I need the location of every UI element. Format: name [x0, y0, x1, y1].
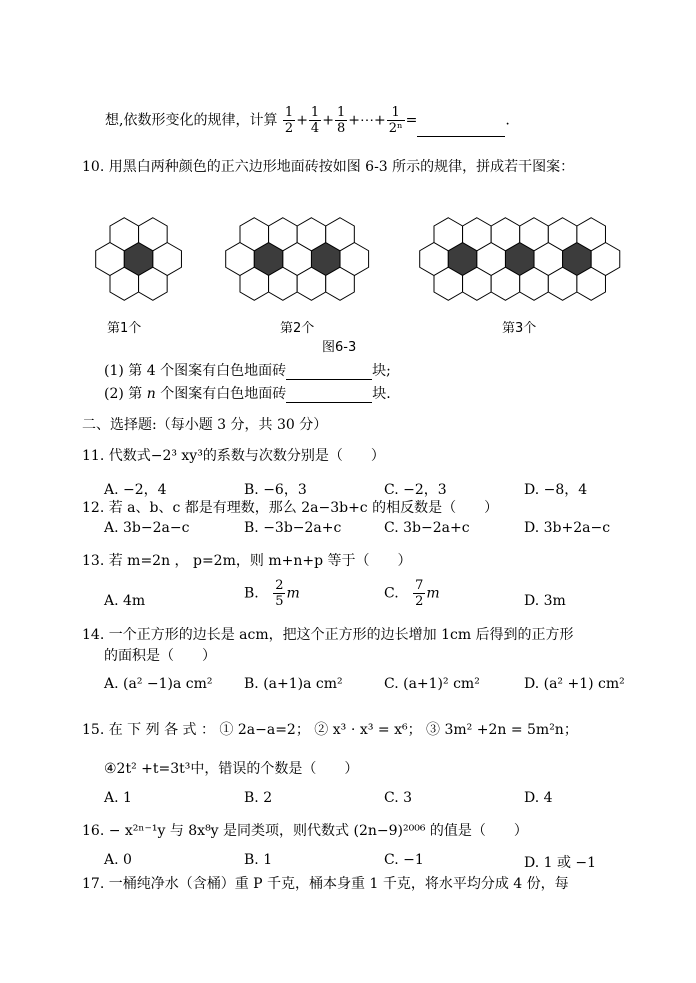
plus-sign: +	[296, 112, 308, 129]
q11-stem: 11. 代数式−2³ xy³的系数与次数分别是（ ）	[82, 448, 385, 464]
q12-option-c[interactable]: C. 3b−2a+c	[384, 520, 470, 536]
q15-option-c[interactable]: C. 3	[384, 790, 413, 806]
q15-option-a[interactable]: A. 1	[104, 790, 132, 806]
fraction-1-8: $\frac{1}{8}$	[336, 105, 346, 136]
q10-sub2	[104, 383, 391, 403]
q16-stem: 16. − x²ⁿ⁻¹y 与 8x⁸y 是同类项，则代数式 (2n−9)²⁰⁰⁶ 的值是（ ）	[82, 823, 528, 839]
q10-sub2-end: 块.	[372, 386, 391, 402]
fraction-1-4: $\frac{1}{4}$	[310, 105, 320, 136]
q16-option-b[interactable]: B. 1	[244, 852, 273, 868]
caption-2: 第2个	[280, 321, 315, 336]
q14-line-1: 14. 一个正方形的边长是 acm，把这个正方形的边长增加 1cm 后得到的正方形	[82, 627, 574, 643]
equals-sign: =	[405, 112, 418, 129]
q9-tail-line	[105, 105, 510, 137]
q13-stem: 13. 若 m=2n ， p=2m，则 m+n+p 等于（ ）	[82, 553, 412, 569]
q10-sub1-text: (1) 第 4 个图案有白色地面砖	[104, 363, 287, 379]
q12-option-a[interactable]: A. 3b−2a−c	[104, 520, 190, 536]
q11-option-b[interactable]: B. −6，3	[244, 482, 307, 498]
sub2-blank[interactable]	[286, 386, 372, 403]
q12-option-d[interactable]: D. 3b+2a−c	[524, 520, 611, 536]
ellipsis: +⋯+	[348, 112, 386, 129]
q14-option-c[interactable]: C. (a+1)² cm²	[384, 676, 480, 692]
q11-option-d[interactable]: D. −8，4	[524, 482, 588, 498]
q13-option-b-label: B.	[244, 585, 259, 602]
q11-option-c[interactable]: C. −2，3	[384, 482, 447, 498]
q11-option-a[interactable]: A. −2，4	[104, 482, 167, 498]
q16-option-a[interactable]: A. 0	[104, 852, 132, 868]
q14-option-d[interactable]: D. (a² +1) cm²	[524, 676, 625, 692]
plus-sign: +	[322, 112, 334, 129]
q13-option-a[interactable]: A. 4m	[104, 593, 146, 609]
q13-option-b[interactable]	[244, 578, 300, 609]
q13-option-b-var: m	[286, 585, 300, 602]
q10-sub2-b: 个图案有白色地面砖	[160, 386, 287, 402]
sub1-blank[interactable]	[286, 363, 372, 380]
q15-option-d[interactable]: D. 4	[524, 790, 553, 806]
q12-option-b[interactable]: B. −3b−2a+c	[244, 520, 342, 536]
q15-option-b[interactable]: B. 2	[244, 790, 273, 806]
q10-stem: 10. 用黑白两种颜色的正六边形地面砖按如图 6-3 所示的规律，拼成若干图案：	[82, 159, 575, 175]
caption-1: 第1个	[107, 321, 142, 336]
q16-option-c[interactable]: C. −1	[384, 852, 424, 868]
answer-blank[interactable]	[417, 106, 505, 137]
q10-sub2-n: n	[146, 386, 156, 402]
fraction-1-2n: $\frac{1}{\text{2ⁿ}}$	[388, 105, 403, 136]
q16-option-d[interactable]: D. 1 或 −1	[524, 855, 597, 871]
q12-stem: 12. 若 a、b、c 都是有理数，那么 2a−3b+c 的相反数是（ ）	[82, 500, 499, 516]
q17-stem: 17. 一桶纯净水（含桶）重 P 千克，桶本身重 1 千克，将水平均分成 4 份，每	[82, 876, 569, 892]
period: .	[505, 112, 510, 129]
fraction-1-2: $\frac{1}{2}$	[284, 105, 294, 136]
q10-sub1-end: 块;	[372, 363, 391, 379]
q14-option-a[interactable]: A. (a² −1)a cm²	[104, 676, 213, 692]
q13-option-c-label: C.	[384, 585, 399, 602]
fraction-7-2: $\frac{7}{2}$	[415, 578, 424, 609]
fraction-2-5: $\frac{2}{5}$	[275, 578, 284, 609]
caption-3: 第3个	[502, 321, 537, 336]
q10-sub2-a: (2) 第	[104, 386, 143, 402]
q13-option-d[interactable]: D. 3m	[524, 593, 566, 609]
q9-prefix: 想,依数形变化的规律，计算	[105, 112, 278, 129]
q10-sub1	[104, 360, 391, 380]
q15-line-1: 15. 在 下 列 各 式 ： ① 2a−a=2； ② x³ ⋅ x³ = x⁶； ③ 3m² +2n = 5m²n；	[82, 722, 578, 738]
q15-line-2: ④2t² +t=3t³中，错误的个数是（ ）	[104, 761, 359, 777]
section-2-heading: 二、选择题:（每小题 3 分，共 30 分）	[82, 417, 328, 433]
q14-option-b[interactable]: B. (a+1)a cm²	[244, 676, 343, 692]
q14-line-2: 的面积是（ ）	[104, 648, 216, 664]
hexagon-tiling-figure	[0, 200, 696, 320]
figure-label: 图6-3	[322, 340, 357, 355]
q13-option-c[interactable]	[384, 578, 440, 609]
q13-option-c-var: m	[426, 585, 440, 602]
